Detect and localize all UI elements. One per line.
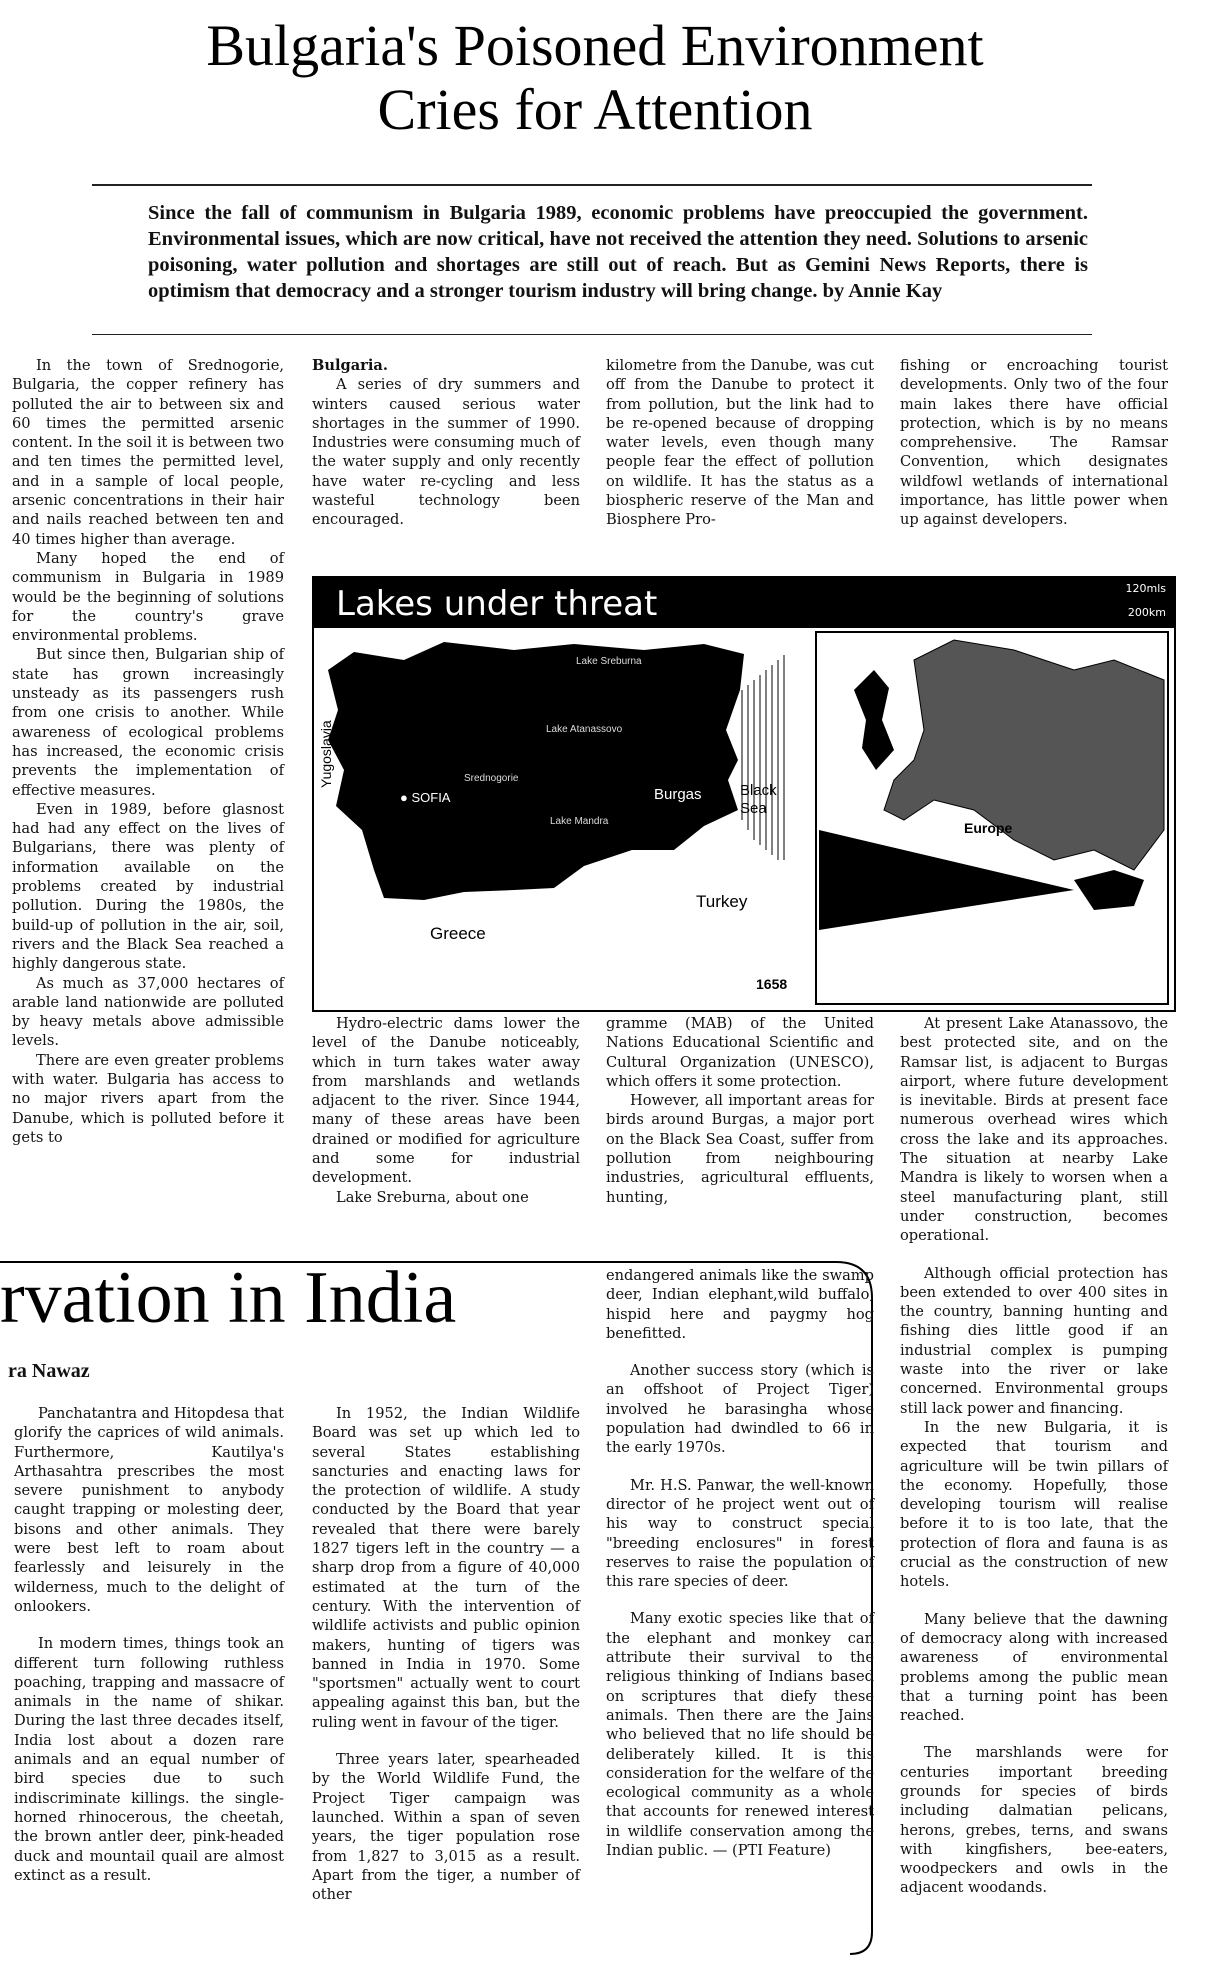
paragraph: Mr. H.S. Panwar, the well-known director of he project went out of his way to construct special "breeding enclosures" in forest reserves to raise the population of this rare species of deer.: [606, 1476, 874, 1591]
label-srednogorie: Srednogorie: [464, 773, 519, 784]
article-column-1: [12, 356, 284, 1147]
paragraph: Many believe that the dawning of democracy along with increased awareness of environmental problems among the public mean that a turning point has been reached.: [900, 1610, 1168, 1725]
paragraph: kilometre from the Danube, was cut off from the Danube to protect it from pollution, but the link had to be re-opened because of dropping water levels, even though many people fear the effect of pollution on wildlife. It has the status as a biospheric reserve of the Man and Biosphere Pro-: [606, 357, 874, 529]
india-column-2: [312, 1404, 580, 1904]
article-column-3-bottom: [606, 1014, 874, 1207]
paragraph: gramme (MAB) of the United Nations Educational Scientific and Cultural Organization (UNESCO), which offers it some protection.: [606, 1015, 874, 1090]
paragraph: The marshlands were for centuries important breeding grounds for species of birds including dalmatian pelicans, herons, grebes, terns, and swans with kingfishers, bee-eaters, woodpeckers and owls in the adjacent woodands.: [900, 1744, 1168, 1897]
paragraph: As much as 37,000 hectares of arable land nationwide are polluted by heavy metals above admissible levels.: [12, 974, 284, 1050]
label-turkey: Turkey: [696, 892, 748, 911]
india-headline: rvation in India: [0, 1257, 457, 1339]
label-lake-mandra: Lake Mandra: [550, 816, 609, 827]
map-header: [314, 578, 1174, 628]
paragraph: Hydro-electric dams lower the level of the Danube noticeably, which in turn takes water away from marshlands and wetlands adjacent to the river. Since 1944, many of these areas have been drained or modified for agriculture and some for industrial development.: [312, 1015, 580, 1187]
paragraph: Three years later, spearheaded by the World Wildlife Fund, the Project Tiger campaign was launched. Within a span of seven years, the tiger population rose from 1,827 to 3,015 as a result. Apart from the tiger, a number of other: [312, 1751, 580, 1904]
label-lake-atanassovo: Lake Atanassovo: [546, 724, 623, 735]
sofia-text: SOFIA: [411, 790, 451, 805]
paragraph: In the new Bulgaria, it is expected that tourism and agriculture will be twin pillars of the economy. Hopefully, those developing tourism will realise before it to is too late, that the protection of flora and fauna is as crucial as the construction of new hotels.: [900, 1418, 1168, 1591]
label-sofia: ● SOFIA: [400, 790, 451, 805]
map-graphic: [314, 630, 1170, 1008]
map-code: 1658: [756, 976, 788, 992]
headline-rule: [92, 184, 1092, 186]
paragraph: fishing or encroaching tourist developments. Only two of the four main lakes there have official protection, which is by no means comprehensive. The Ramsar Convention, which designates wildfowl wetlands of international importance, has little power when up against developers.: [900, 357, 1168, 529]
black-sea-hatching: [742, 655, 784, 860]
paragraph: Panchatantra and Hitopdesa that glorify the caprices of wild animals. Furthermore, Kautilya's Arthasahtra prescribes the most severe punishment to anybody caught trapping or molesting deer, bisons and other animals. They were best left to roam about fearlessly and leisurely in the wilderness, much to the delight of onlookers.: [14, 1405, 284, 1615]
india-column-1: [14, 1404, 284, 1885]
paragraph: However, all important areas for birds around Burgas, a major port on the Black Sea Coast, suffer from pollution from neighbouring industries, agricultural effluents, hunting,: [606, 1092, 874, 1206]
article-column-2-top: [312, 356, 580, 530]
india-column-3: [606, 1266, 874, 1860]
label-lake-sreburna: Lake Sreburna: [576, 656, 642, 667]
article-column-4-top: [900, 356, 1168, 530]
paragraph: At present Lake Atanassovo, the best protected site, and on the Ramsar list, is adjacent to Burgas airport, where future development is inevitable. Birds at present face numerous overhead wires which cross the lake and its approaches. The situation at nearby Lake Mandra is likely to worsen when a steel manufacturing plant, still under construction, becomes operational.: [900, 1015, 1168, 1245]
map-scale-miles: 120mls: [1125, 582, 1166, 595]
label-romania: Romania: [422, 648, 491, 667]
paragraph: In modern times, things took an different turn following ruthless poaching, trapping and massacre of animals in the name of shikar. During the last three decades itself, India lost about a dozen rare animals and an equal number of bird species due to such indiscriminate killings. the single-horned rhinocerous, the cheetah, the brown antler deer, pink-headed duck and mountail quail are almost extinct as a result.: [14, 1635, 284, 1884]
paragraph: Even in 1989, before glasnost had had any effect on the lives of Bulgarians, there was plenty of information available on the problems created by industrial pollution. During the 1980s, the build-up of pollution in the air, soil, rivers and the Black Sea reached a highly dangerous state.: [12, 800, 284, 973]
paragraph: Another success story (which is an offshoot of Project Tiger) involved he barasingha whose population had dwindled to 66 in the early 1970s.: [606, 1362, 874, 1457]
intro-paragraph: Since the fall of communism in Bulgaria 1989, economic problems have preoccupied the government. Environmental issues, which are now critical, have not received the attention they need. Solutions to arsenic poisoning, water pollution and shortages are still out of reach. But as Gemini News Reports, there is optimism that democracy and a stronger tourism industry will bring change. by Annie Kay: [148, 202, 1088, 302]
paragraph: Lake Sreburna, about one: [336, 1188, 529, 1206]
label-yugoslavia: Yugoslavia: [318, 720, 334, 788]
paragraph: In 1952, the Indian Wildlife Board was set up which led to several States establishing sancturies and enacting laws for the protection of wildlife. A study conducted by the Board that year revealed that there were barely 1827 tigers left in the country — a sharp drop from a figure of 40,000 estimated at the turn of the century. With the intervention of wildlife activists and public opinion makers, hunting of tigers was banned in India in 1970. Some "sportsmen" actually went to court appealing against this ban, but the ruling went in favour of the tiger.: [312, 1405, 580, 1731]
label-burgas: Burgas: [654, 786, 702, 803]
paragraph: Bulgaria.: [312, 357, 388, 374]
paragraph: Many hoped the end of communism in Bulgaria in 1989 would be the beginning of solutions for the country's grave environmental problems.: [12, 549, 284, 645]
lakes-map: [312, 576, 1176, 1012]
paragraph: A series of dry summers and winters caused serious water shortages in the summer of 1990. Industries were consuming much of the water supply and only recently have water re-cycling and less wasteful technology been encouraged.: [312, 376, 580, 529]
paragraph: But since then, Bulgarian ship of state has grown increasingly unsteady as its passengers rush from one crisis to another. While awareness of ecological problems has increased, the economic crisis prevents the implementation of effective measures.: [12, 646, 284, 799]
paragraph: endangered animals like the swamp deer, Indian elephant,wild buffalo, hispid here and paygmy hog benefitted.: [606, 1267, 874, 1342]
intro-rule: [92, 334, 1092, 335]
paragraph: Although official protection has been extended to over 400 sites in the country, banning hunting and fishing dies little good if an industrial complex is pumping waste into the river or lake concerned. Environmental groups still lack power and financing.: [900, 1264, 1168, 1417]
label-greece: Greece: [430, 924, 486, 943]
label-black: Black: [740, 782, 777, 799]
bulgaria-shape: [328, 642, 744, 900]
india-byline: ra Nawaz: [8, 1360, 90, 1382]
article-column-4-bottom: [900, 1014, 1168, 1898]
paragraph: There are even greater problems with water. Bulgaria has access to no major rivers apart from the Danube, which is polluted before it gets to: [12, 1051, 284, 1146]
headline-line-1: Bulgaria's Poisoned Environment: [206, 13, 984, 78]
paragraph: In the town of Srednogorie, Bulgaria, the copper refinery has polluted the air to between six and 60 times the permitted arsenic content. In the soil it is between two and ten times the permitted level, and in a sample of local people, arsenic concentrations in their hair and nails reached between ten and 40 times higher than average.: [12, 357, 284, 548]
label-europe: Europe: [964, 820, 1013, 836]
article-column-2-bottom: [312, 1014, 580, 1207]
map-scale-km: 200km: [1127, 606, 1166, 619]
paragraph: Many exotic species like that of the elephant and monkey can attribute their survival to the religious thinking of Indians based on scriptures that diefy these animals. Then there are the Jains who believed that no life should be deliberately killed. It is this consideration for the welfare of the ecological community as a whole that accounts for renewed interest in wildlife conservation among the Indian public. — (PTI Feature): [606, 1610, 874, 1860]
headline: [120, 14, 1070, 142]
headline-line-2: Cries for Attention: [377, 77, 813, 142]
label-sea: Sea: [740, 800, 767, 817]
article-column-3-top: [606, 356, 874, 530]
map-title: Lakes under threat: [336, 584, 658, 624]
